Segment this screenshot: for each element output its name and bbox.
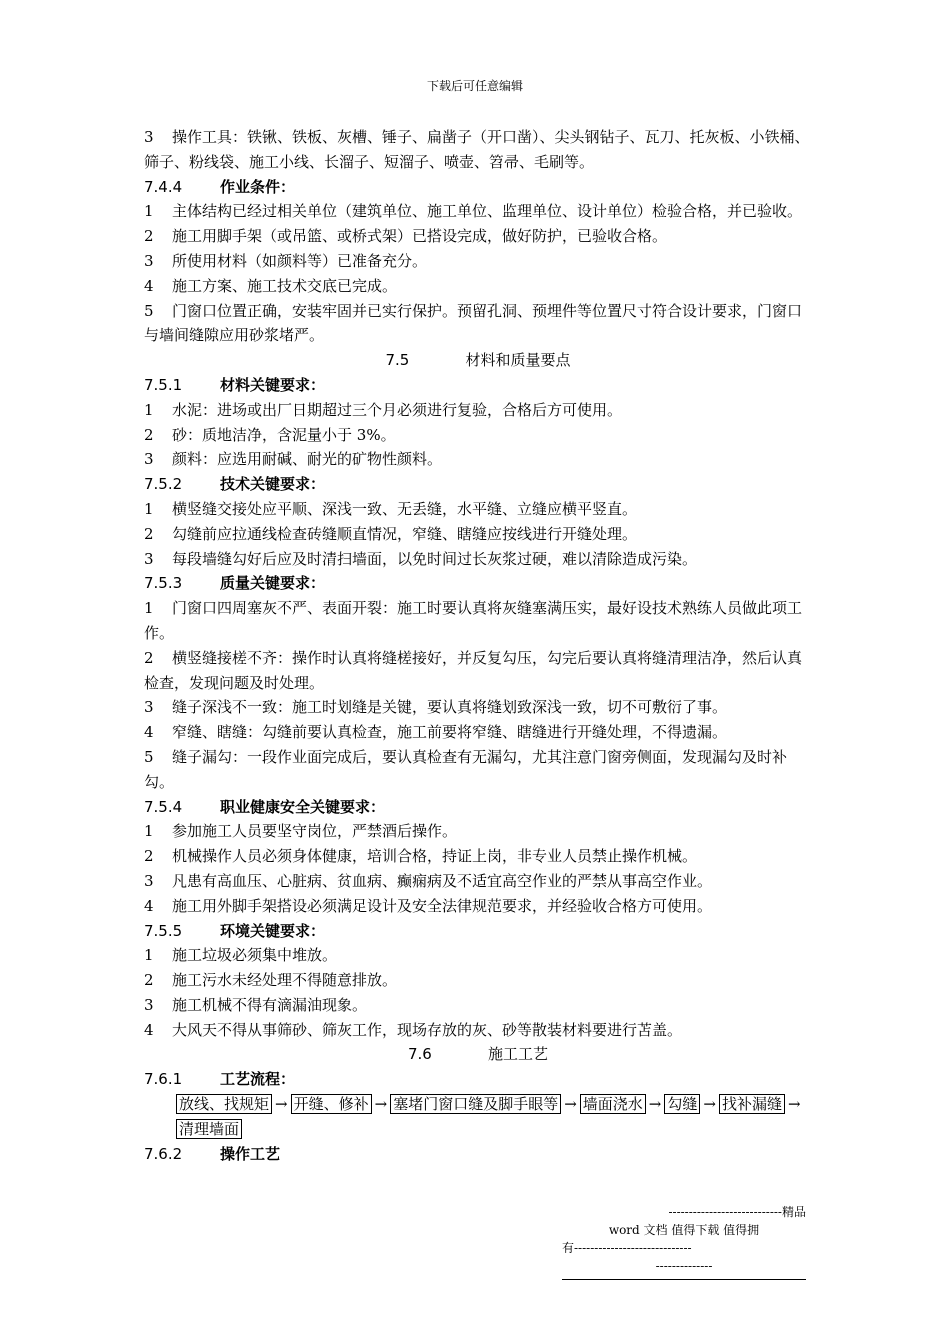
flow-step: 清理墙面 xyxy=(176,1119,242,1139)
section-title: 质量关键要求： xyxy=(220,574,326,593)
section-heading xyxy=(144,175,812,200)
section-title: 工艺流程： xyxy=(220,1070,296,1089)
flow-arrow: → xyxy=(648,1095,662,1114)
footer-note xyxy=(562,1203,806,1280)
item-text: 主体结构已经过相关单位（建筑单位、施工单位、监理单位、设计单位）检验合格，并已验收。 xyxy=(172,202,803,221)
item-text: 横竖缝接槎不齐：操作时认真将缝槎接好，并反复勾压，勾完后要认真将缝清理洁净，然后认真检查，发现问题及时处理。 xyxy=(144,648,803,692)
list-item xyxy=(144,745,812,795)
item-number: 1 xyxy=(144,202,154,221)
item-number: 2 xyxy=(144,524,154,543)
item-number: 5 xyxy=(144,301,154,320)
item-text: 每段墙缝勾好后应及时清扫墙面，以免时间过长灰浆过硬，难以清除造成污染。 xyxy=(172,549,698,568)
item-number: 4 xyxy=(144,896,154,915)
item-number: 3 xyxy=(144,450,154,469)
section-heading xyxy=(144,1142,812,1167)
item-number: 2 xyxy=(144,425,154,444)
item-text: 凡患有高血压、心脏病、贫血病、癫痫病及不适宜高空作业的严禁从事高空作业。 xyxy=(172,871,713,890)
list-item xyxy=(144,596,812,646)
item-number: 3 xyxy=(144,549,154,568)
section-number: 7.5.2 xyxy=(144,475,183,494)
footer-line-4: -------------- xyxy=(655,1259,713,1273)
item-number: 1 xyxy=(144,400,154,419)
item-text: 砂：质地洁净，含泥量小于 3%。 xyxy=(172,425,396,444)
list-item xyxy=(144,844,812,869)
list-item xyxy=(144,224,812,249)
list-item xyxy=(144,869,812,894)
list-item xyxy=(144,447,812,472)
item-number: 2 xyxy=(144,847,154,866)
list-item xyxy=(144,497,812,522)
list-item xyxy=(144,646,812,696)
section-title: 职业健康安全关键要求： xyxy=(220,797,386,816)
chapter-title: 材料和质量要点 xyxy=(465,351,571,370)
flow-step: 塞堵门窗口缝及脚手眼等 xyxy=(390,1094,561,1114)
item-text: 施工垃圾必须集中堆放。 xyxy=(172,946,338,965)
item-text: 门窗口四周塞灰不严、表面开裂：施工时要认真将灰缝塞满压实，最好设技术熟练人员做此项工作。 xyxy=(144,599,803,642)
item-number: 4 xyxy=(144,276,154,295)
flow-arrow: → xyxy=(275,1095,288,1114)
item-number: 4 xyxy=(144,1020,154,1039)
item-text: 施工用外脚手架搭设必须满足设计及安全法律规范要求，并经验收合格方可使用。 xyxy=(172,896,713,915)
list-item xyxy=(144,423,812,448)
section-heading xyxy=(144,1067,812,1092)
section-number: 7.6.2 xyxy=(144,1144,183,1163)
document-body xyxy=(144,125,812,1166)
section-title: 操作工艺 xyxy=(220,1144,281,1163)
item-text: 缝子漏勾：一段作业面完成后，要认真检查有无漏勾，尤其注意门窗旁侧面，发现漏勾及时补勾。 xyxy=(144,747,788,791)
section-number: 7.5.4 xyxy=(144,797,183,816)
list-item xyxy=(144,274,812,299)
list-item xyxy=(144,522,812,547)
item-number: 2 xyxy=(144,648,154,667)
list-item xyxy=(144,695,812,720)
section-number: 7.5.1 xyxy=(144,375,183,394)
item-text: 门窗口位置正确，安装牢固并已实行保护。预留孔洞、预埋件等位置尺寸符合设计要求，门窗口与墙间缝隙应用砂浆堵严。 xyxy=(144,301,803,345)
item-text: 水泥：进场或出厂日期超过三个月必须进行复验，合格后方可使用。 xyxy=(172,400,623,419)
chapter-title: 施工工艺 xyxy=(487,1045,548,1064)
list-item xyxy=(144,199,812,224)
list-item xyxy=(144,720,812,745)
list-item xyxy=(144,968,812,993)
list-item xyxy=(144,547,812,572)
list-item xyxy=(144,1018,812,1043)
chapter-number: 7.5 xyxy=(385,351,410,370)
list-item xyxy=(144,943,812,968)
item-text: 施工方案、施工技术交底已完成。 xyxy=(172,276,398,295)
item-number: 1 xyxy=(144,822,154,841)
item-text: 施工用脚手架（或吊篮、或桥式架）已搭设完成，做好防护，已验收合格。 xyxy=(172,227,668,246)
section-number: 7.5.5 xyxy=(144,921,183,940)
list-item xyxy=(144,993,812,1018)
section-title: 技术关键要求： xyxy=(220,475,326,494)
list-item xyxy=(144,819,812,844)
section-title: 环境关键要求： xyxy=(220,921,326,940)
section-number: 7.5.3 xyxy=(144,574,183,593)
flow-arrow: → xyxy=(374,1095,388,1114)
item-text: 参加施工人员要坚守岗位，严禁酒后操作。 xyxy=(172,822,458,841)
item-text: 机械操作人员必须身体健康，培训合格，持证上岗，非专业人员禁止操作机械。 xyxy=(172,847,698,866)
list-item xyxy=(144,398,812,423)
section-heading xyxy=(144,373,812,398)
flow-step: 勾缝 xyxy=(664,1094,700,1114)
page-header: 下载后可任意编辑 xyxy=(426,79,523,93)
process-flow xyxy=(144,1092,812,1142)
section-title: 作业条件： xyxy=(220,177,296,196)
item-number: 1 xyxy=(144,946,154,965)
item-number: 4 xyxy=(144,723,154,742)
footer-line-2: word 文档 值得下载 值得拥 xyxy=(608,1223,760,1237)
item-text: 缝子深浅不一致：施工时划缝是关键，要认真将缝划致深浅一致，切不可敷衍了事。 xyxy=(172,698,728,717)
flow-step: 找补漏缝 xyxy=(719,1094,785,1114)
chapter-heading xyxy=(144,1042,812,1067)
item-number: 3 xyxy=(144,871,154,890)
flow-step: 墙面浇水 xyxy=(580,1094,646,1114)
list-item xyxy=(144,894,812,919)
footer-line-1: ----------------------------精品 xyxy=(668,1205,806,1219)
item-text: 窄缝、瞎缝：勾缝前要认真检查，施工前要将窄缝、瞎缝进行开缝处理，不得遗漏。 xyxy=(172,723,728,742)
item-text: 颜料：应选用耐碱、耐光的矿物性颜料。 xyxy=(172,450,443,469)
flow-step: 开缝、修补 xyxy=(291,1094,372,1114)
section-heading xyxy=(144,571,812,596)
section-heading xyxy=(144,795,812,820)
item-number: 5 xyxy=(144,747,154,766)
flow-arrow: → xyxy=(703,1095,716,1114)
chapter-heading xyxy=(144,348,812,373)
item-number: 2 xyxy=(144,227,154,246)
section-number: 7.4.4 xyxy=(144,177,183,196)
item-text: 操作工具：铁锹、铁板、灰槽、锤子、扁凿子（开口凿）、尖头钢钻子、瓦刀、托灰板、小铁桶、筛子、粉线袋、施工小线、长溜子、短溜子、喷壶、笤帚、毛刷等。 xyxy=(144,128,810,171)
footer-line-3: 有----------------------------- xyxy=(562,1241,692,1255)
section-heading xyxy=(144,472,812,497)
item-number: 3 xyxy=(144,251,154,270)
section-title: 材料关键要求： xyxy=(220,375,326,394)
flow-arrow: → xyxy=(564,1095,577,1114)
item-number: 3 xyxy=(144,698,154,717)
chapter-number: 7.6 xyxy=(407,1045,432,1064)
item-text: 施工污水未经处理不得随意排放。 xyxy=(172,971,398,990)
flow-arrow: → xyxy=(787,1095,801,1114)
item-text: 大风天不得从事筛砂、筛灰工作，现场存放的灰、砂等散装材料要进行苫盖。 xyxy=(172,1020,683,1039)
item-number: 3 xyxy=(144,128,154,146)
list-item xyxy=(144,299,812,349)
flow-step: 放线、找规矩 xyxy=(176,1094,272,1114)
list-item xyxy=(144,125,812,175)
item-number: 1 xyxy=(144,599,154,618)
item-text: 勾缝前应拉通线检查砖缝顺直情况，窄缝、瞎缝应按线进行开缝处理。 xyxy=(172,524,638,543)
item-number: 3 xyxy=(144,995,154,1014)
item-text: 横竖缝交接处应平顺、深浅一致、无丢缝，水平缝、立缝应横平竖直。 xyxy=(172,499,638,518)
section-number: 7.6.1 xyxy=(144,1070,183,1089)
item-number: 1 xyxy=(144,499,154,518)
section-heading xyxy=(144,919,812,944)
item-text: 所使用材料（如颜料等）已准备充分。 xyxy=(172,251,428,270)
item-number: 2 xyxy=(144,971,154,990)
item-text: 施工机械不得有滴漏油现象。 xyxy=(172,995,368,1014)
list-item xyxy=(144,249,812,274)
